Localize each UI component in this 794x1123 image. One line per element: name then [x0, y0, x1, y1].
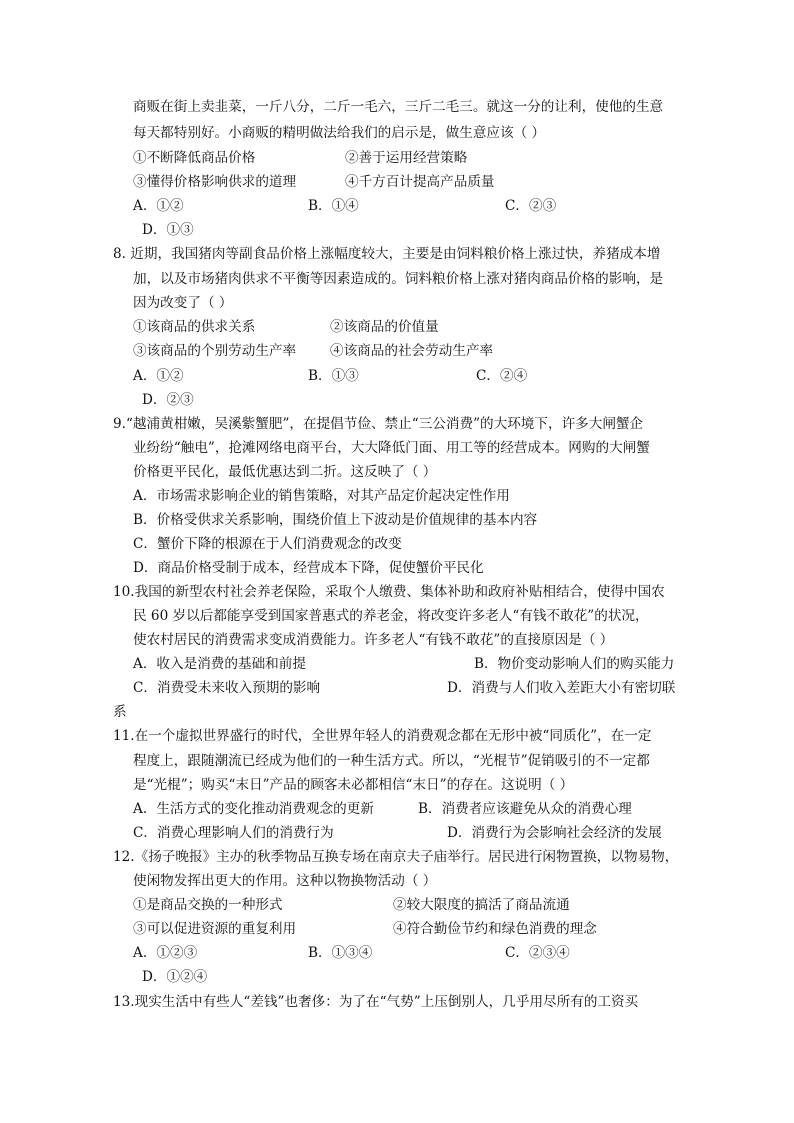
question-7-option-a[interactable]: A．①② [133, 198, 184, 214]
question-8-statement-1: ①该商品的供求关系 [133, 319, 256, 335]
question-12-option-c[interactable]: C．②③④ [505, 945, 570, 961]
question-8-option-b[interactable]: B．①③ [308, 368, 359, 384]
question-12-statement-1: ①是商品交换的一种形式 [133, 897, 283, 913]
question-8-text-line-1: 8. 近期，我国猪肉等副食品价格上涨幅度较大，主要是由饲料粮价格上涨过快，养猪成本增 [113, 246, 661, 262]
question-7-text-line-1: 商贩在街上卖韭菜，一斤八分，二斤一毛六，三斤二毛三。就这一分的让利，使他的生意 [133, 99, 664, 115]
question-12-option-a[interactable]: A．①②③ [133, 945, 198, 961]
question-10-text-line-2: 民 60 岁以后都能享受到国家普惠式的养老金，将改变许多老人“有钱不敢花”的状况， [133, 608, 649, 624]
question-11-option-b[interactable]: B．消费者应该避免从众的消费心理 [418, 801, 632, 817]
question-7-option-d[interactable]: D．①③ [142, 222, 194, 238]
question-12-statement-3: ③可以促进资源的重复利用 [133, 921, 297, 937]
question-7-option-c[interactable]: C．②③ [505, 198, 557, 214]
question-9-text-line-3: 价格更平民化，最低优惠达到二折。这反映了（ ） [133, 464, 437, 480]
question-7-statement-1: ①不断降低商品价格 [133, 150, 256, 166]
question-10-option-d[interactable]: D．消费与人们收入差距大小有密切联 [447, 680, 676, 696]
question-9-option-d[interactable]: D．商品价格受制于成本，经营成本下降，促使蟹价平民化 [133, 560, 484, 576]
question-12-statement-2: ②较大限度的搞活了商品流通 [393, 897, 570, 913]
question-10-option-a[interactable]: A．收入是消费的基础和前提 [133, 656, 306, 672]
question-8-text-line-2: 加，以及市场猪肉供求不平衡等因素造成的。饲料粮价格上涨对猪肉商品价格的影响，是 [133, 271, 664, 287]
question-8-option-d[interactable]: D．②③ [142, 392, 194, 408]
question-11-text-line-3: 是“光棍”；购买“末日”产品的顾客未必都相信“末日”的存在。这说明（ ） [133, 777, 574, 793]
question-8-statement-3: ③该商品的个别劳动生产率 [133, 343, 297, 359]
question-8-option-c[interactable]: C．②④ [476, 368, 528, 384]
question-7-statement-4: ④千方百计提高产品质量 [345, 174, 495, 190]
question-10-option-c[interactable]: C．消费受未来收入预期的影响 [133, 680, 321, 696]
question-10-option-d-continuation: 系 [113, 704, 127, 720]
question-9-option-c[interactable]: C．蟹价下降的根源在于人们消费观念的改变 [133, 536, 402, 552]
question-9-text-line-2: 业纷纷“触电”，抢滩网络电商平台，大大降低门面、用工等的经营成本。网购的大闸蟹 [133, 440, 650, 456]
question-11-text-line-2: 程度上，跟随潮流已经成为他们的一种生活方式。所以，“光棍节”促销吸引的不一定都 [133, 753, 650, 769]
question-11-option-c[interactable]: C．消费心理影响人们的消费行为 [133, 825, 334, 841]
question-10-text-line-1: 10.我国的新型农村社会养老保险，采取个人缴费、集体补助和政府补贴相结合，使得中国农 [113, 584, 665, 600]
question-11-option-d[interactable]: D．消费行为会影响社会经济的发展 [447, 825, 662, 841]
question-11-text-line-1: 11.在一个虚拟世界盛行的时代，全世界年轻人的消费观念都在无形中被“同质化”，在一定 [113, 728, 652, 744]
question-7-statement-3: ③懂得价格影响供求的道理 [133, 174, 297, 190]
question-7-option-b[interactable]: B．①④ [308, 198, 359, 214]
question-8-statement-2: ②该商品的价值量 [330, 319, 439, 335]
question-12-statement-4: ④符合勤俭节约和绿色消费的理念 [393, 921, 597, 937]
question-13-text-line-1: 13.现实生活中有些人“差钱”也奢侈：为了在“气势”上压倒别人，几乎用尽所有的工资买 [113, 994, 639, 1010]
question-12-text-line-2: 使闲物发挥出更大的作用。这种以物换物活动（ ） [133, 873, 437, 889]
question-12-text-line-1: 12.《扬子晚报》主办的秋季物品互换专场在南京夫子庙举行。居民进行闲物置换，以物易物， [113, 849, 679, 865]
question-7-text-line-2: 每天都特别好。小商贩的精明做法给我们的启示是，做生意应该（ ） [133, 125, 546, 141]
question-7-statement-2: ②善于运用经营策略 [345, 150, 468, 166]
question-10-option-b[interactable]: B．物价变动影响人们的购买能力 [474, 656, 675, 672]
question-8-text-line-3: 因为改变了（ ） [133, 295, 233, 311]
question-12-option-b[interactable]: B．①③④ [308, 945, 373, 961]
question-8-option-a[interactable]: A．①② [133, 368, 184, 384]
question-12-option-d[interactable]: D．①②④ [142, 969, 208, 985]
question-9-option-b[interactable]: B．价格受供求关系影响，围绕价值上下波动是价值规律的基本内容 [133, 512, 538, 528]
question-8-statement-4: ④该商品的社会劳动生产率 [330, 343, 494, 359]
question-9-text-line-1: 9.“越浦黄柑嫩，吴溪紫蟹肥”，在提倡节俭、禁止“三公消费”的大环境下，许多大闸蟹企 [113, 416, 644, 432]
question-11-option-a[interactable]: A．生活方式的变化推动消费观念的更新 [133, 801, 374, 817]
question-9-option-a[interactable]: A．市场需求影响企业的销售策略，对其产品定价起决定性作用 [133, 488, 510, 504]
question-10-text-line-3: 使农村居民的消费需求变成消费能力。许多老人“有钱不敢花”的直接原因是（ ） [133, 632, 614, 648]
